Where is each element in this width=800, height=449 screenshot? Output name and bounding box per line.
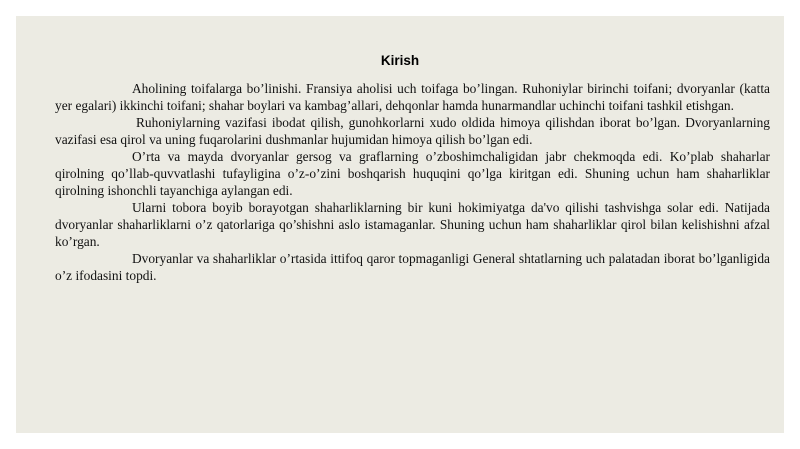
document-title: Kirish [380,53,420,68]
slide [16,16,784,433]
document-body [55,80,770,284]
paragraph: Ruhoniylarning vazifasi ibodat qilish, gunohkorlarni xudo oldida himoya qilishdan iborat bo’lgan. Dvoryanlarning vazifasi esa qirol va uning fuqarolarini dushmanlar hujumidan himoya qilish bo’lgan edi. [55,115,770,147]
paragraph: O’rta va mayda dvoryanlar gersog va graflarning o’zboshimchaligidan jabr chekmoqda edi. Ko’plab shaharlar qirolning qo’llab-quvvatlashi tufayligina o’z-o’zini boshqarish huquqini qo’lga kiritgan edi. Shuning uchun ham shaharliklar qirolning ishonchli tayanchiga aylangan edi. [55,149,770,198]
paragraph: Dvoryanlar va shaharliklar o’rtasida ittifoq qaror topmaganligi General shtatlarning uch palatadan iborat bo’lganligida o’z ifodasini topdi. [55,251,770,283]
paragraph: Ularni tobora boyib borayotgan shaharliklarning bir kuni hokimiyatga da'vo qilishi tashvishga solar edi. Natijada dvoryanlar shaharliklarni o’z qatorlariga qo’shishni aslo istamaganlar. Shuning uchun ham shaharliklar qirol bilan kelishishni afzal ko’rgan. [55,200,770,249]
paragraph: Aholining toifalarga bo’linishi. Fransiya aholisi uch toifaga bo’lingan. Ruhoniylar birinchi toifani; dvoryanlar (katta yer egalari) ikkinchi toifani; shahar boylari va kambag’allari, dehqonlar hamda hunarmandlar uchinchi toifani tashkil etishgan. [55,81,770,113]
